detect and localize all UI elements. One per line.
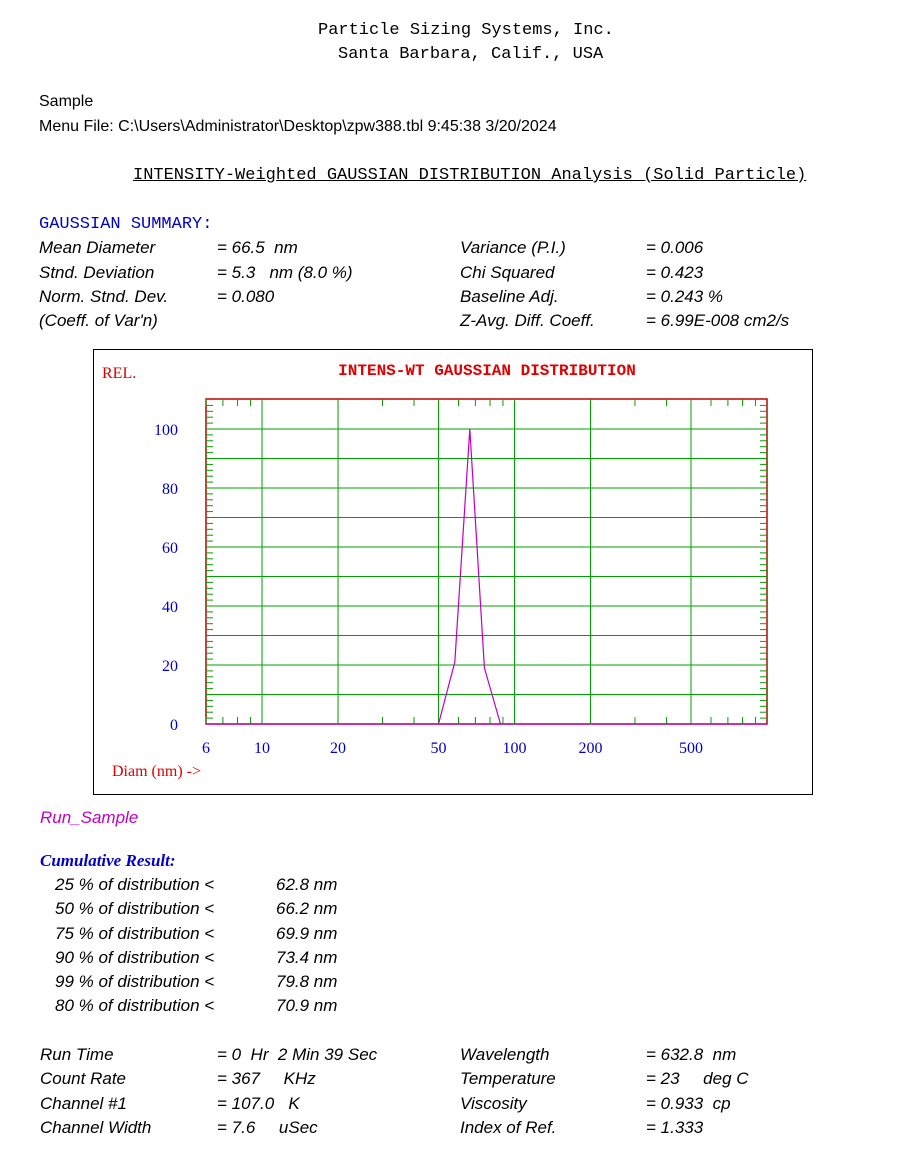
cumulative-value: 69.9 nm bbox=[276, 924, 338, 943]
cumulative-heading: Cumulative Result: bbox=[40, 851, 176, 870]
sample-label: Sample bbox=[39, 93, 94, 110]
menu-file: Menu File: C:\Users\Administrator\Desktop\zpw388.tbl 9:45:38 3/20/2024 bbox=[39, 118, 557, 135]
run-info-value: = 1.333 bbox=[646, 1118, 704, 1137]
y-tick-label: 20 bbox=[162, 658, 178, 675]
y-tick-label: 80 bbox=[162, 481, 178, 498]
cumulative-pct: 80 % of distribution < bbox=[55, 996, 215, 1015]
cumulative-pct: 75 % of distribution < bbox=[55, 924, 215, 943]
cumulative-value: 70.9 nm bbox=[276, 996, 338, 1015]
y-tick-label: 100 bbox=[154, 422, 178, 439]
summary-label: Z-Avg. Diff. Coeff. bbox=[460, 311, 595, 330]
y-tick-label: 60 bbox=[162, 540, 178, 557]
run-info-label: Channel Width bbox=[40, 1118, 152, 1137]
chart-svg bbox=[94, 350, 812, 794]
x-tick-label: 50 bbox=[430, 740, 447, 757]
summary-value: = 66.5 nm bbox=[217, 238, 298, 257]
company-location: Santa Barbara, Calif., USA bbox=[338, 45, 604, 64]
summary-value: = 6.99E-008 cm2/s bbox=[646, 311, 790, 330]
summary-value: = 5.3 nm (8.0 %) bbox=[217, 263, 353, 282]
run-info-label: Wavelength bbox=[460, 1045, 550, 1064]
distribution-chart bbox=[93, 349, 813, 795]
run-info-value: = 367 KHz bbox=[217, 1069, 316, 1088]
summary-label: Norm. Stnd. Dev. bbox=[39, 287, 169, 306]
x-tick-label: 10 bbox=[254, 740, 271, 757]
run-info-value: = 23 deg C bbox=[646, 1069, 749, 1088]
run-info-label: Viscosity bbox=[460, 1094, 527, 1113]
cumulative-pct: 25 % of distribution < bbox=[55, 875, 215, 894]
cumulative-value: 62.8 nm bbox=[276, 875, 338, 894]
run-info-label: Run Time bbox=[40, 1045, 114, 1064]
x-tick-label: 6 bbox=[202, 740, 210, 757]
gaussian-summary-heading: GAUSSIAN SUMMARY: bbox=[39, 215, 213, 234]
summary-value: = 0.423 bbox=[646, 263, 704, 282]
run-sample-label: Run_Sample bbox=[40, 808, 139, 827]
x-tick-label: 100 bbox=[502, 740, 527, 757]
run-info-label: Channel #1 bbox=[40, 1094, 127, 1113]
y-axis-label: REL. bbox=[102, 365, 137, 382]
x-tick-label: 20 bbox=[330, 740, 347, 757]
company-name: Particle Sizing Systems, Inc. bbox=[318, 21, 614, 40]
summary-label: (Coeff. of Var'n) bbox=[39, 311, 158, 330]
cumulative-pct: 99 % of distribution < bbox=[55, 972, 215, 991]
plot-area bbox=[154, 399, 767, 757]
cumulative-pct: 50 % of distribution < bbox=[55, 899, 215, 918]
run-info-value: = 0 Hr 2 Min 39 Sec bbox=[217, 1045, 378, 1064]
run-info-label: Index of Ref. bbox=[460, 1118, 557, 1137]
run-info-label: Count Rate bbox=[40, 1069, 126, 1088]
run-info-value: = 632.8 nm bbox=[646, 1045, 737, 1064]
cumulative-value: 79.8 nm bbox=[276, 972, 338, 991]
summary-label: Mean Diameter bbox=[39, 238, 156, 257]
summary-value: = 0.006 bbox=[646, 238, 704, 257]
summary-label: Baseline Adj. bbox=[460, 287, 559, 306]
run-info-value: = 0.933 cp bbox=[646, 1094, 731, 1113]
y-tick-label: 0 bbox=[170, 717, 178, 734]
analysis-title: INTENSITY-Weighted GAUSSIAN DISTRIBUTION Analysis (Solid Particle) bbox=[133, 166, 807, 185]
cumulative-value: 66.2 nm bbox=[276, 899, 338, 918]
summary-value: = 0.080 bbox=[217, 287, 275, 306]
cumulative-value: 73.4 nm bbox=[276, 948, 338, 967]
x-tick-label: 200 bbox=[578, 740, 603, 757]
y-tick-label: 40 bbox=[162, 599, 178, 616]
x-tick-label: 500 bbox=[678, 740, 703, 757]
x-axis-label: Diam (nm) -> bbox=[112, 763, 201, 780]
summary-value: = 0.243 % bbox=[646, 287, 724, 306]
chart-title: INTENS-WT GAUSSIAN DISTRIBUTION bbox=[338, 362, 636, 380]
cumulative-pct: 90 % of distribution < bbox=[55, 948, 215, 967]
run-info-value: = 107.0 K bbox=[217, 1094, 300, 1113]
run-info-value: = 7.6 uSec bbox=[217, 1118, 318, 1137]
summary-label: Variance (P.I.) bbox=[460, 238, 566, 257]
summary-label: Stnd. Deviation bbox=[39, 263, 155, 282]
run-info-label: Temperature bbox=[460, 1069, 556, 1088]
summary-label: Chi Squared bbox=[460, 263, 555, 282]
